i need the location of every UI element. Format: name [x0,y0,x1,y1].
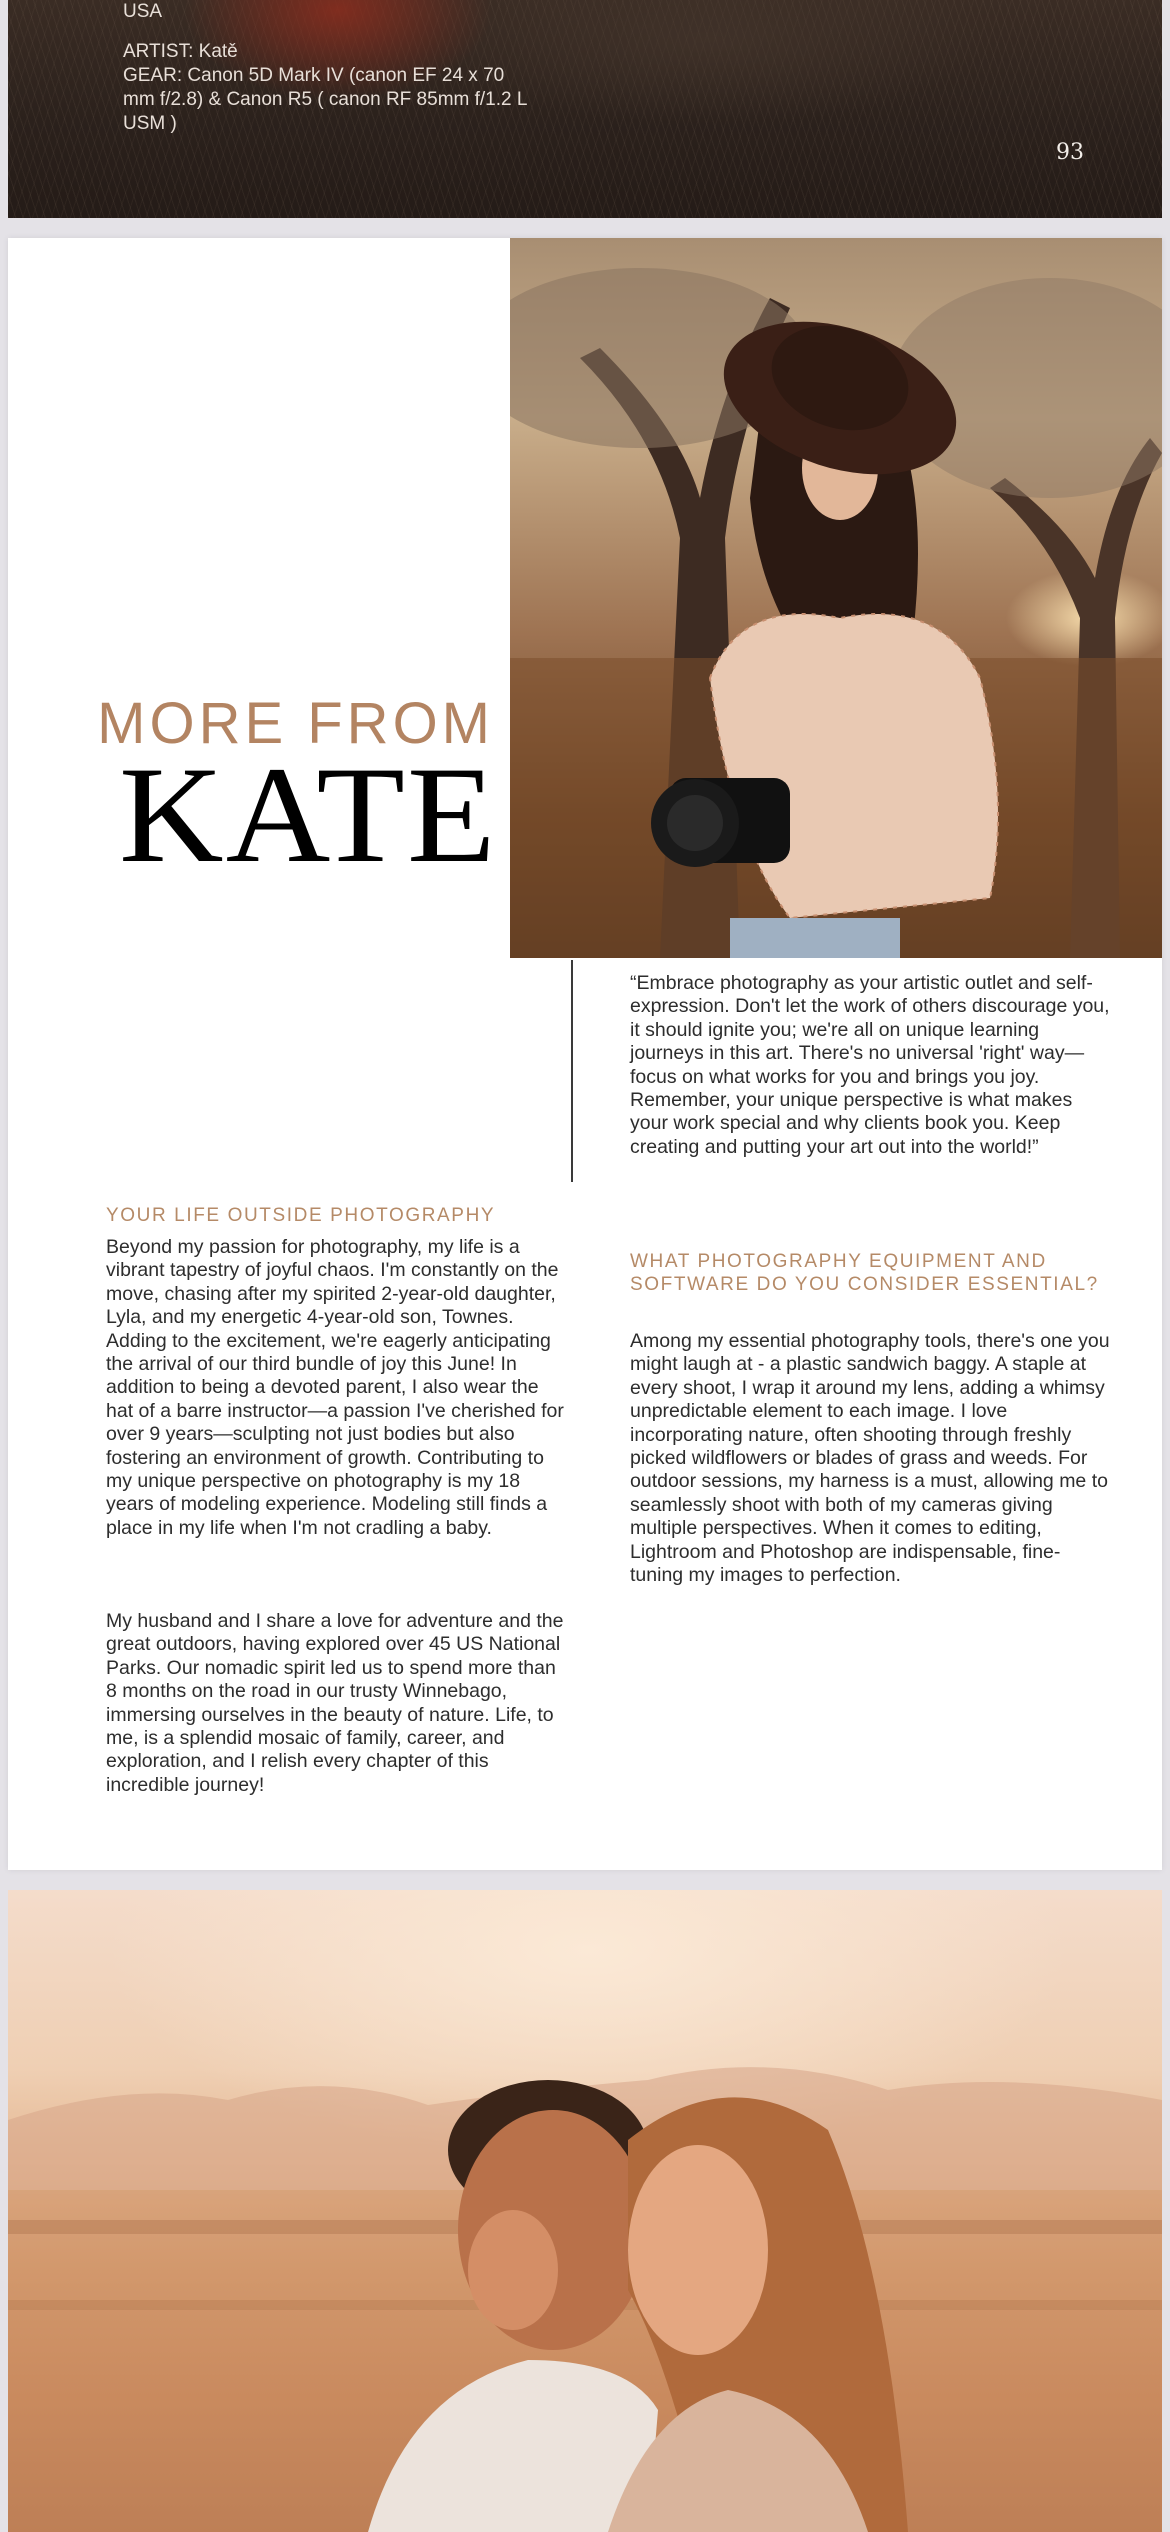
life-paragraph-1: Beyond my passion for photography, my life is a vibrant tapestry of joyful chaos. I'm constantly on the move, chasing after my spirited 2-year-old daughter, Lyla, and my energetic 4-year-old son, Townes. Adding to the excitement, we're eagerly anticipating the arrival of our third bundle of joy this June! In addition to being a devoted parent, I also wear the hat of a barre instructor—a passion I've cherished for over 9 years—sculpting not just bodies but also fostering an environment of growth. Contributing to my unique perspective on photography is my 18 years of modeling experience. Modeling still finds a place in my life when I'm not cradling a baby. [106,1236,564,1539]
equipment-paragraph: Among my essential photography tools, there's one you might laugh at - a plastic sandwich baggy. A staple at every shoot, I wrap it around my lens, adding a whimsy unpredictable element to each image. I love incorporating nature, often shooting through freshly picked wildflowers or blades of grass and weeds. For outdoor sessions, my harness is a must, allowing me to seamlessly shoot with both of my cameras giving multiple perspectives. When it comes to editing, Lightroom and Photoshop are indispensable, fine-tuning my images to perfection. [630,1330,1110,1587]
location-text: USA [123,1,163,22]
gear-credit: GEAR: Canon 5D Mark IV (canon EF 24 x 70 mm f/2.8) & Canon R5 ( canon RF 85mm f/1.2 L USM ) [123,65,527,134]
previous-page-photo [8,0,1162,218]
page-number: 93 [1056,140,1084,165]
section-heading-equipment: WHAT PHOTOGRAPHY EQUIPMENT AND SOFTWARE DO YOU CONSIDER ESSENTIAL? [630,1251,1099,1295]
pull-quote: “Embrace photography as your artistic outlet and self-expression. Don't let the work of others discourage you, it should ignite you; we're all on unique learning journeys in this art. There's no universal 'right' way—focus on what works for you and brings you joy. Remember, your unique perspective is what makes your work special and why clients book you. Keep creating and putting your art out into the world!” [630,972,1110,1158]
article-page [8,238,1162,1870]
quote-divider [571,960,573,1182]
section-heading-life: YOUR LIFE OUTSIDE PHOTOGRAPHY [106,1205,496,1226]
headline-name: KATE [119,738,498,891]
couple-photo [8,1890,1162,2532]
life-paragraph-2: My husband and I share a love for adventure and the great outdoors, having explored over 45 US National Parks. Our nomadic spirit led us to spend more than 8 months on the road in our trusty Winnebago, immersing ourselves in the beauty of nature. Life, to me, is a splendid mosaic of family, career, and exploration, and I relish every chapter of this incredible journey! [106,1610,564,1796]
artist-credit: ARTIST: Katě [123,41,238,62]
headline-more-from: MORE FROM [97,691,494,756]
couple-illustration [8,1890,1162,2532]
portrait-illustration [510,238,1162,958]
portrait-photo [510,238,1162,958]
